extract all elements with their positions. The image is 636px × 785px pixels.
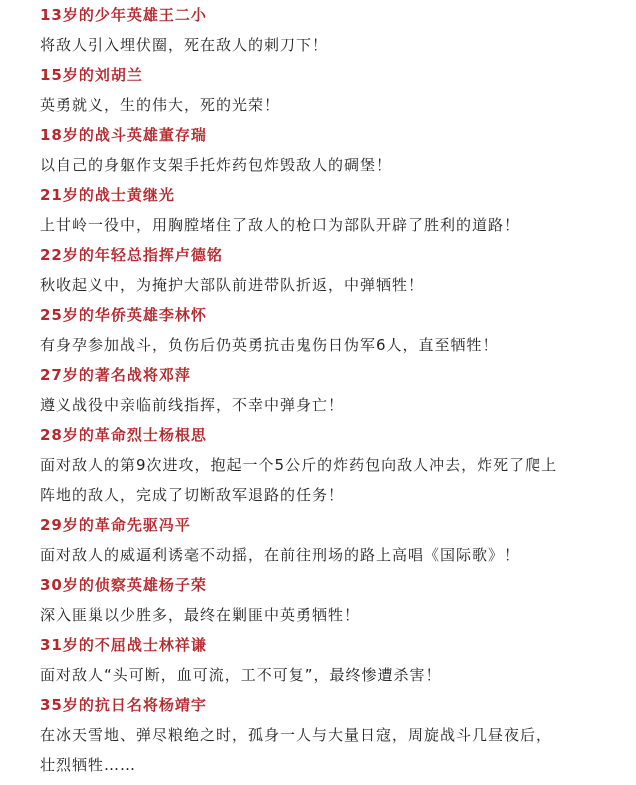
entry-title: 30岁的侦察英雄杨子荣 [40,576,207,594]
entry-title: 13岁的少年英雄王二小 [40,6,207,24]
entry-description: 秋收起义中，为掩护大部队前进带队折返，中弹牺牲！ [40,276,425,294]
list-item [40,570,610,630]
entry-title: 31岁的不屈战士林祥谦 [40,636,207,654]
entry-description: 深入匪巢以少胜多，最终在剿匪中英勇牺牲！ [40,606,361,624]
list-item [40,180,610,240]
list-item [40,510,610,570]
entry-description: 面对敌人的第9次进攻，抱起一个5公斤的炸药包向敌人冲去，炸死了爬上 阵地的敌人，完成了切断敌军退路的任务！ [40,456,558,504]
entry-title: 28岁的革命烈士杨根思 [40,426,207,444]
entry-title: 27岁的著名战将邓萍 [40,366,191,384]
entry-description: 面对敌人的威逼利诱毫不动摇，在前往刑场的路上高唱《国际歌》！ [40,546,521,564]
list-item [40,360,610,420]
entry-title: 18岁的战斗英雄董存瑞 [40,126,207,144]
list-item [40,60,610,120]
list-item [40,240,610,300]
entry-title: 29岁的革命先驱冯平 [40,516,191,534]
entry-title: 22岁的年轻总指挥卢德铭 [40,246,223,264]
entry-title: 15岁的刘胡兰 [40,66,143,84]
list-item [40,120,610,180]
entry-title: 25岁的华侨英雄李林怀 [40,306,207,324]
entry-description: 英勇就义，生的伟大，死的光荣！ [40,96,281,114]
entry-title: 35岁的抗日名将杨靖宇 [40,696,207,714]
entry-description: 面对敌人“头可断，血可流，工不可复”，最终惨遭杀害！ [40,666,442,684]
entry-description: 将敌人引入埋伏圈，死在敌人的刺刀下！ [40,36,329,54]
entry-description: 以自己的身躯作支架手托炸药包炸毁敌人的碉堡！ [40,156,393,174]
list-item [40,0,610,60]
list-item [40,690,610,780]
entry-description: 遵义战役中亲临前线指挥，不幸中弹身亡！ [40,396,345,414]
list-item [40,630,610,690]
entry-description: 在冰天雪地、弹尽粮绝之时，孤身一人与大量日寇，周旋战斗几昼夜后， 壮烈牺牲…… [40,726,553,774]
entry-description: 上甘岭一役中，用胸膛堵住了敌人的枪口为部队开辟了胜利的道路！ [40,216,521,234]
hero-list [40,0,610,780]
entry-title: 21岁的战士黄继光 [40,186,175,204]
list-item [40,300,610,360]
entry-description: 有身孕参加战斗，负伤后仍英勇抗击鬼伤日伪军6人，直至牺牲！ [40,336,499,354]
list-item [40,420,610,510]
